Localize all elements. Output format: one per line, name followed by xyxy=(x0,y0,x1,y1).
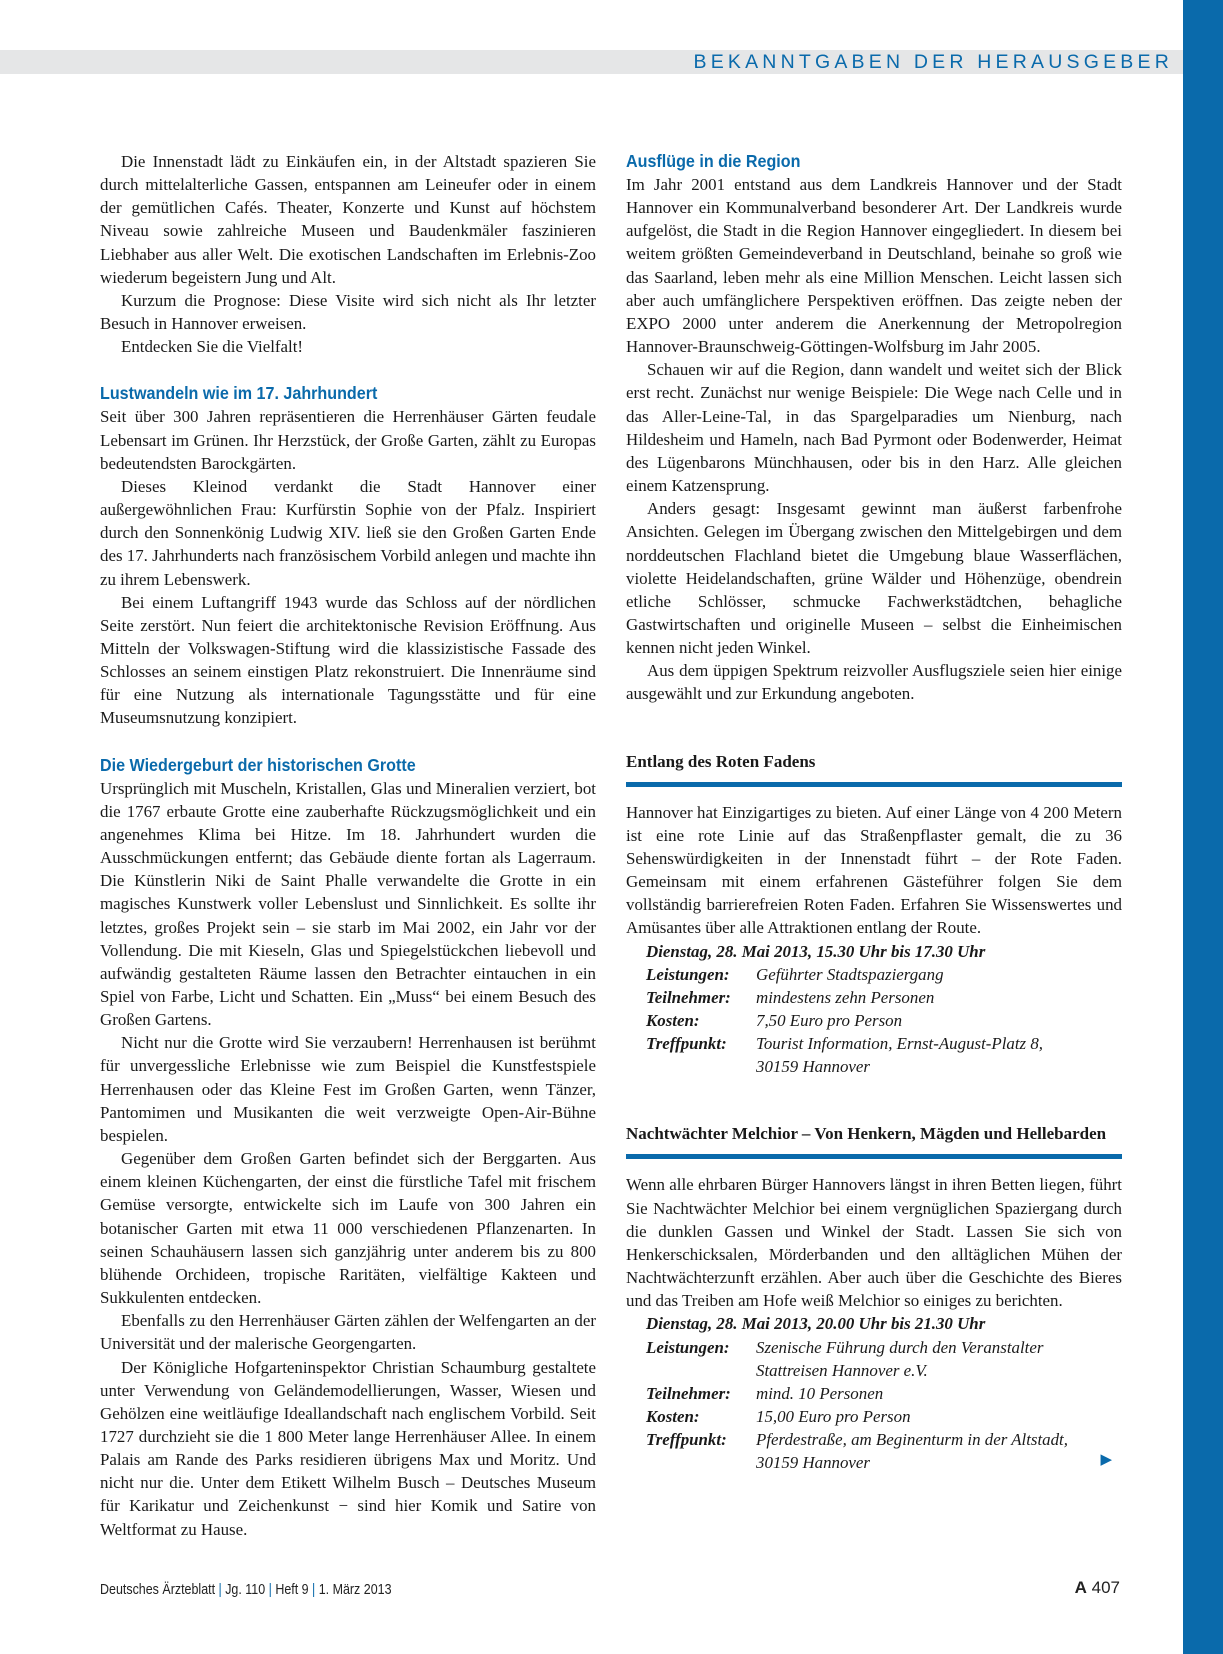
page-number-value: 407 xyxy=(1091,1578,1120,1597)
detail-value: 7,50 Euro pro Person xyxy=(756,1011,903,1030)
detail-value: 15,00 Euro pro Person xyxy=(756,1407,911,1427)
section3-paragraph-4: Aus dem üppigen Spektrum reizvoller Ausflugsziele seien hier einige ausgewählt und zur Erkundung angeboten. xyxy=(626,661,1122,704)
detail-value-line: Tourist Information, Ernst-August-Platz 8, xyxy=(756,1034,1044,1054)
detail-label: Treffpunkt: xyxy=(646,1430,727,1450)
page-prefix: A xyxy=(1074,1578,1087,1597)
journal-volume: Jg. 110 xyxy=(225,1582,266,1598)
detail-label: Treffpunkt: xyxy=(646,1034,727,1054)
section2-paragraph-4: Ebenfalls zu den Herrenhäuser Gärten zählen der Welfengarten an der Universität und der malerische Georgengarten. xyxy=(100,1311,596,1354)
detail-row xyxy=(646,1428,1122,1474)
section-heading-grotte: Die Wiedergeburt der historischen Grotte xyxy=(100,754,416,775)
detail-value-line: 30159 Hannover xyxy=(756,1057,870,1077)
event-description: Wenn alle ehrbaren Bürger Hannovers längst in ihren Betten liegen, führt Sie Nachtwächter Melchior bei einem vergnüglichen Spaziergang durch die dunklen Gassen und Winkel der Stadt. Lassen Sie sich von Henkerschicksalen, Mörderbanden und den alltäglichen Mühen der Nachtwächterzunft erzählen. Aber auch über die Geschichte des Bieres und das Treiben am Hofe weiß Melchior so einiges zu berichten. xyxy=(626,1175,1122,1311)
detail-value-line: 30159 Hannover xyxy=(756,1453,870,1473)
event-box-roter-faden xyxy=(626,746,1122,1079)
footer-citation: Deutsches Ärzteblatt | Jg. 110 | Heft 9 | 1. März 2013 xyxy=(100,1582,392,1598)
detail-value-line: Szenische Führung durch den Veranstalter xyxy=(756,1337,1044,1357)
page-number xyxy=(1075,1578,1120,1598)
section2-paragraph-5: Der Königliche Hofgarteninspektor Christian Schaumburg gestaltete unter Verwendung von Geländemodellierungen, Wasser, Wiesen und Gehölzen eine weitläufige Ideallandschaft nach englischem Vorbild. Seit 1727 durchzieht sie die 1 800 Meter lange Herrenhäuser Allee. In einem Palais am Rande des Parks residieren übrigens Max und Moritz. Und nicht nur die. Unter dem Etikett Wilhelm Busch – Deutsches Museum für Karikatur und Zeichenkunst − sind hier Komik und Satire von Weltformat zu Hause. xyxy=(100,1357,596,1539)
event-title: Nachtwächter Melchior – Von Henkern, Mägden und Hellebarden xyxy=(626,1124,1107,1144)
section2-paragraph-1: Ursprünglich mit Muscheln, Kristallen, Glas und Mineralien verziert, bot die 1767 erbaute Grotte eine zauberhafte Rückzugsmöglichkeit und ein angenehmes Klima bei Hitze. Im 18. Jahrhundert wurden die Ausschmückungen entfernt; das Gebäude diente fortan als Lagerraum. Die Künstlerin Niki de Saint Phalle verwandelte die Grotte in ein magisches Kunstwerk voller Lebenslust und Sinnlichkeit. Es sollte ihr letztes, großes Projekt sein – sie starb im Mai 2002, ein Jahr vor der Vollendung. Die mit Kieseln, Glas und Spiegelstückchen liebevoll und aufwändig gestalteten Räume lassen den Betrachter eintauchen in ein Spiel von Farbe, Licht und Schatten. Ein „Muss“ bei einem Besuch des Großen Gartens. xyxy=(100,778,596,1030)
right-column xyxy=(626,150,1122,1475)
section3-paragraph-2: Schauen wir auf die Region, dann wandelt und weitet sich der Blick erst recht. Zunächst nur wenige Beispiele: Die Wege nach Celle und in das Aller-Leine-Tal, in das Spargelparadies um Nienburg, nach Hildesheim und Hameln, nach Bad Pyrmont oder Bodenwerder, Heimat des Lügenbarons Münchhausen, oder bis in den Harz. Alle gleichen einem Katzensprung. xyxy=(626,360,1122,496)
detail-value-line: Pferdestraße, am Beginenturm in der Altstadt, xyxy=(756,1430,1068,1450)
section1-paragraph-3: Bei einem Luftangriff 1943 wurde das Schloss auf der nördlichen Seite zerstört. Nun feiert die architektonische Revision Eröffnung. Aus Mitteln der Volkswagen-Stiftung wird die klassizistische Fassade des Schlosses an seinem einstigen Platz rekonstruiert. Die Innenräume sind für eine Nutzung als internationale Tagungsstätte und für eine Museumsnutzung konzipiert. xyxy=(100,592,596,728)
detail-label: Teilnehmer: xyxy=(646,1383,731,1403)
event-title-rule xyxy=(626,1154,1122,1159)
right-edge-bar xyxy=(1183,0,1223,1654)
detail-row xyxy=(646,1032,1122,1078)
detail-value xyxy=(756,1032,1122,1078)
section2-paragraph-3: Gegenüber dem Großen Garten befindet sich der Berggarten. Aus einem kleinen Küchengarten, der einst die fürstliche Tafel mit frischem Gemüse versorgte, entwickelte sich im Laufe von 300 Jahren ein botanischer Garten mit etwa 11 000 verschiedenen Pflanzenarten. In seinen Schauhäusern lassen sich ganzjährig unter anderem bis zu 800 blühende Orchideen, tropische Raritäten, vielfältige Kakteen und Sukkulenten entdecken. xyxy=(100,1149,596,1308)
journal-issue: Heft 9 xyxy=(275,1582,309,1598)
detail-label: Leistungen: xyxy=(646,964,730,984)
section3-paragraph-1: Im Jahr 2001 entstand aus dem Landkreis Hannover und der Stadt Hannover ein Kommunalverband besonderer Art. Der Landkreis wurde aufgelöst, die Stadt in die Region Hannover eingegliedert. In diesem bei weitem größten Gemeindeverband in Deutschland, beinahe so groß wie das Saarland, leben mehr als eine Million Menschen. Leicht lassen sich aber auch umfänglichere Perspektiven eröffnen. Das zeigte neben der EXPO 2000 unter anderem die Anerkennung der Metropolregion Hannover-Braunschweig-Göttingen-Wolfsburg im Jahr 2005. xyxy=(626,175,1122,357)
event-date: Dienstag, 28. Mai 2013, 20.00 Uhr bis 21.30 Uhr xyxy=(646,1314,986,1334)
detail-row xyxy=(646,1336,1122,1382)
event-title: Entlang des Roten Fadens xyxy=(626,751,816,771)
detail-value: mindestens zehn Personen xyxy=(756,987,935,1007)
detail-row xyxy=(646,963,1122,986)
event-description: Hannover hat Einzigartiges zu bieten. Auf einer Länge von 4 200 Metern ist eine rote Linie auf das Straßenpflaster gemalt, die zu 36 Sehenswürdigkeiten in der Innenstadt führt – der Rote Faden. Gemeinsam mit einem erfahrenen Gästeführer folgen Sie dem vollständig barrierefreien Roten Faden. Erfahren Sie Wissenswertes und Amüsantes über alle Attraktionen entlang der Route. xyxy=(626,802,1122,938)
detail-value xyxy=(756,1336,1122,1382)
event-date: Dienstag, 28. Mai 2013, 15.30 Uhr bis 17.30 Uhr xyxy=(646,941,986,961)
detail-label: Teilnehmer: xyxy=(646,987,731,1007)
left-column xyxy=(100,150,596,1541)
section1-paragraph-1: Seit über 300 Jahren repräsentieren die Herrenhäuser Gärten feudale Lebensart im Grünen. Ihr Herzstück, der Große Garten, zählt zu Europas bedeutendsten Barockgärten. xyxy=(100,407,596,473)
section2-paragraph-2: Nicht nur die Grotte wird Sie verzaubern! Herrenhausen ist berühmt für unvergessliche Erlebnisse wie zum Beispiel die Kunstfestspiele Herrenhausen oder das Kleine Fest im Großen Garten, wenn Tänzer, Pantomimen und Musikanten die weit verzweigte Open-Air-Bühne bespielen. xyxy=(100,1033,596,1145)
detail-row xyxy=(646,986,1122,1009)
event-details xyxy=(626,940,1122,1079)
event-box-nachtwaechter xyxy=(626,1118,1122,1474)
section-heading-ausfluege: Ausflüge in die Region xyxy=(626,151,801,171)
detail-value: mind. 10 Personen xyxy=(756,1383,884,1403)
section-heading-lustwandeln: Lustwandeln wie im 17. Jahrhundert xyxy=(100,383,378,404)
event-title-rule xyxy=(626,782,1122,787)
detail-label: Leistungen: xyxy=(646,1337,730,1357)
intro-paragraph-2: Kurzum die Prognose: Diese Visite wird sich nicht als Ihr letzter Besuch in Hannover erweisen. xyxy=(100,290,596,334)
detail-label: Kosten: xyxy=(646,1407,700,1427)
detail-value: Geführter Stadtspaziergang xyxy=(756,964,944,984)
section-title: BEKANNTGABEN DER HERAUSGEBER xyxy=(693,51,1173,73)
event-details xyxy=(626,1312,1122,1474)
journal-name: Deutsches Ärzteblatt xyxy=(100,1582,216,1598)
detail-label: Kosten: xyxy=(646,1011,700,1030)
detail-value-line: Stattreisen Hannover e.V. xyxy=(756,1360,928,1380)
detail-row xyxy=(646,1009,1122,1032)
intro-paragraph-1: Die Innenstadt lädt zu Einkäufen ein, in der Altstadt spazieren Sie durch mittelalterliche Gassen, entspannen am Leineufer oder in einem der gemütlichen Cafés. Theater, Konzerte und Kunst auf höchstem Niveau sowie zahlreiche Museen und Baudenkmäler faszinieren Liebhaber aus aller Welt. Die exotischen Landschaften im Erlebnis-Zoo wiederum begeistern Jung und Alt. xyxy=(100,152,596,287)
section1-paragraph-2: Dieses Kleinod verdankt die Stadt Hannover einer außergewöhnlichen Frau: Kurfürstin Sophie von der Pfalz. Inspiriert durch den Sonnenkönig Ludwig XIV. ließ sie den Großen Garten Ende des 17. Jahrhunderts nach französischem Vorbild anlegen und machte ihn zu ihrem Lebenswerk. xyxy=(100,476,596,589)
intro-paragraph-3: Entdecken Sie die Vielfalt! xyxy=(121,337,304,357)
detail-value xyxy=(756,1428,1122,1474)
detail-row xyxy=(646,1405,1122,1428)
continue-arrow-icon: ▶ xyxy=(1100,1452,1112,1469)
journal-date: 1. März 2013 xyxy=(318,1582,392,1598)
section3-paragraph-3: Anders gesagt: Insgesamt gewinnt man äußerst farbenfrohe Ansichten. Gelegen im Übergang zwischen den Mittelgebirgen und dem norddeutschen Flachland bietet die Umgebung blaue Wasserflächen, violette Heidelandschaften, grüne Wälder und Höhenzüge, obendrein etliche Schlösser, schmucke Fachwerkstädtchen, behagliche Gastwirtschaften und originelle Museen – selbst die Einheimischen kennen nicht jeden Winkel. xyxy=(626,499,1122,658)
detail-row xyxy=(646,1382,1122,1405)
